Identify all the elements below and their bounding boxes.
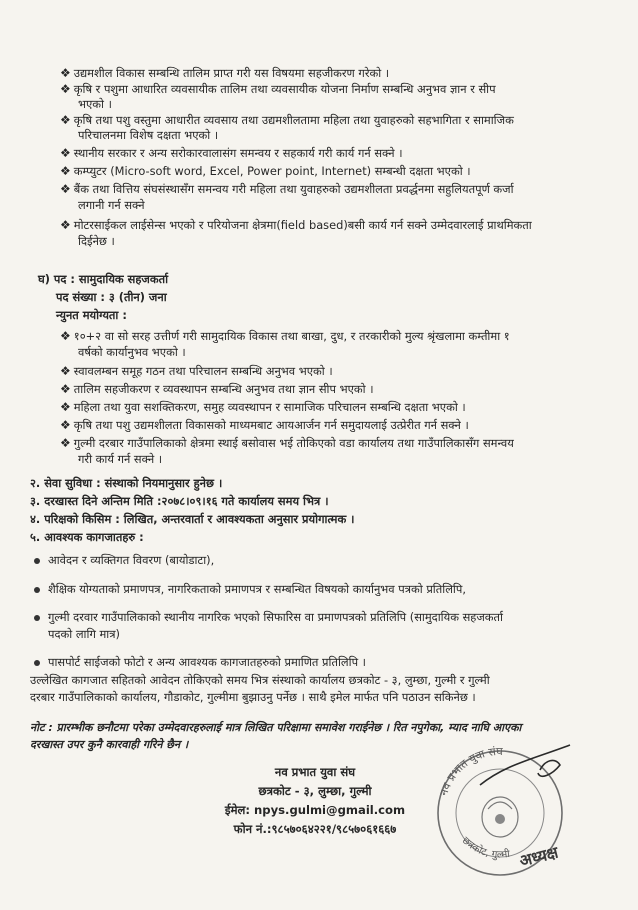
diamond-bullet-icon: ❖	[60, 436, 71, 450]
org-address: छत्रकोट - ३, लुम्छा, गुल्मी	[258, 784, 372, 798]
diamond-bullet-icon: ❖	[60, 164, 71, 178]
stamp-ring-text-bottom: छत्रकोट, गुल्मी	[459, 835, 511, 861]
post-count: पद संख्या : ३ (तीन) जना	[56, 290, 167, 304]
diamond-bullet-icon: ❖	[60, 382, 71, 396]
bullet-dot-icon	[34, 558, 40, 564]
list-item: ❖ उद्यमशील विकास सम्बन्धि तालिम प्राप्त गरी यस विषयमा सहजीकरण गरेको ।	[60, 66, 390, 80]
list-item-continuation: परिचालनमा विशेष दक्षता भएको ।	[78, 128, 219, 142]
list-item: ❖ कृषि तथा पशु वस्तुमा आधारीत व्यवसाय तथा उद्यमशीलतामा महिला तथा युवाहरुको सहभागिता र सामाजिक	[60, 113, 514, 127]
diamond-bullet-icon: ❖	[60, 82, 71, 96]
diamond-bullet-icon: ❖	[60, 113, 71, 127]
exam-type: ४. परिक्षको किसिम : लिखित, अन्तरवार्ता र आवश्यकता अनुसार प्रयोगात्मक ।	[30, 512, 355, 526]
list-item: शैक्षिक योग्यताको प्रमाणपत्र, नागरिकताको प्रमाणपत्र र सम्बन्धित विषयको कार्यानुभव पत्रको प्रतिलिपि,	[34, 582, 466, 597]
diamond-bullet-icon: ❖	[60, 146, 71, 160]
list-item-continuation: दिईनेछ ।	[78, 234, 115, 248]
note-line: नोट : प्रारम्भीक छनौटमा परेका उम्मेदवारहरुलाई मात्र लिखित परिक्षामा समावेश गराईनेछ । रित नपुगेका, म्याद नाघि आएका	[30, 721, 522, 734]
list-item: ❖ तालिम सहजीकरण र व्यवस्थापन सम्बन्धि अनुभव तथा ज्ञान सीप भएको ।	[60, 382, 374, 396]
bullet-dot-icon	[34, 660, 40, 666]
org-name: नव प्रभात युवा संघ	[274, 765, 356, 779]
list-item: ❖ गुल्मी दरबार गाउँपालिकाको क्षेत्रमा स्थाई बसोवास भई तोकिएको वडा कार्यालय तथा गाउँपालिकासँग समन्वय	[60, 436, 514, 450]
svg-text:छत्रकोट, गुल्मी	[460, 835, 511, 861]
list-item: ❖ कृषि र पशुमा आधारित व्यवसायीक तालिम तथा व्यवसायीक योजना निर्माण सम्बन्धि अनुभव ज्ञान र सीप	[60, 82, 496, 96]
list-item: ❖ मोटरसाईकल लाईसेन्स भएको र परियोजना क्षेत्रमा(field based)बसी कार्य गर्न सक्ने उम्मेदवारलाई प्राथमिकता	[60, 218, 532, 232]
list-item: ❖ बैंक तथा वित्तिय संघसंस्थासँग समन्वय गरी महिला तथा युवाहरुको उद्यमशीलता प्रवर्द्धनमा सहुलियतपूर्ण कर्जा	[60, 182, 514, 196]
list-item: आवेदन र व्यक्तिगत विवरण (बायोडाटा),	[34, 553, 214, 568]
list-item: ❖ १०+२ वा सो सरह उत्तीर्ण गरी सामुदायिक विकास तथा बाखा, दुध, र तरकारीको मुल्य श्रृंखलामा कम्तीमा १	[60, 329, 510, 343]
list-item-continuation: लगानी गर्न सक्ने	[78, 198, 145, 212]
diamond-bullet-icon: ❖	[60, 418, 71, 432]
list-item: ❖ कृषि तथा पशु उद्यमशीलता विकासको माध्यमबाट आयआर्जन गर्न समुदायलाई उत्प्रेरीत गर्न सक्ने ।	[60, 418, 469, 432]
stamp-emblem-icon	[482, 797, 518, 837]
list-item: गुल्मी दरवार गाउँपालिकाको स्थानीय नागरिक भएको सिफारिस वा प्रमाणपत्रको प्रतिलिपि (सामुदायिक सहजकर्ता	[34, 610, 503, 625]
application-deadline: ३. दरखास्त दिने अन्तिम मिति :२०७८।०९।१६ गते कार्यालय समय भित्र ।	[30, 494, 329, 508]
post-heading: घ) पद : सामुदायिक सहजकर्ता	[38, 272, 169, 286]
min-qualification-heading: न्युनत मयोग्यता :	[56, 308, 127, 322]
org-phone: फोन नं.:९८५७०६४२२१/९८५७०६१६६७	[233, 822, 397, 836]
list-item: ❖ स्थानीय सरकार र अन्य सरोकारवालासंग समन्वय र सहकार्य गरी कार्य गर्न सक्ने ।	[60, 146, 403, 160]
submission-line: दरबार गाउँपालिकाको कार्यालय, गौडाकोट, गुल्मीमा बुझाउनु पर्नेछ । साथै इमेल मार्फत पनि पठाउन सकिनेछ ।	[30, 690, 476, 704]
org-email: ईमेल: npys.gulmi@gmail.com	[224, 803, 406, 817]
list-item: ❖ कम्प्युटर (Micro-soft word, Excel, Power point, Internet) सम्बन्धी दक्षता भएको ।	[60, 164, 471, 178]
list-item-continuation: पदको लागि मात्र)	[48, 627, 120, 641]
list-item: ❖ महिला तथा युवा सशक्तिकरण, समुह व्यवस्थापन र सामाजिक परिचालन सम्बन्धि दक्षता भएको ।	[60, 400, 466, 414]
handwritten-designation: अध्यक्ष	[517, 842, 560, 871]
list-item-continuation: वर्षको कार्यानुभव भएको ।	[78, 345, 186, 359]
organization-stamp	[420, 735, 590, 885]
bullet-dot-icon	[34, 587, 40, 593]
list-item: पासपोर्ट साईजको फोटो र अन्य आवश्यक कागजातहरुको प्रमाणित प्रतिलिपि ।	[34, 655, 366, 670]
diamond-bullet-icon: ❖	[60, 218, 71, 232]
list-item: ❖ स्वावलम्बन समूह गठन तथा परिचालन सम्बन्धि अनुभव भएको ।	[60, 364, 333, 378]
diamond-bullet-icon: ❖	[60, 364, 71, 378]
list-item-continuation: गरी कार्य गर्न सक्ने ।	[78, 452, 163, 466]
svg-text:नव प्रभात युवा संघ	[437, 745, 503, 797]
submission-line: उल्लेखित कागजात सहितको आवेदन तोकिएको समय भित्र संस्थाको कार्यालय छत्रकोट - ३, लुम्छा, गुल्मी र गुल्मी	[30, 673, 490, 687]
note-line: दरखास्त उपर कुनै कारवाही गरिने छैन ।	[30, 738, 189, 751]
required-documents-heading: ५. आवश्यक कागजातहरु :	[30, 530, 144, 544]
diamond-bullet-icon: ❖	[60, 400, 71, 414]
diamond-bullet-icon: ❖	[60, 182, 71, 196]
service-facility: २. सेवा सुविधा : संस्थाको नियमानुसार हुनेछ ।	[30, 476, 223, 490]
stamp-ring-text-top: नव प्रभात युवा संघ	[437, 745, 503, 798]
diamond-bullet-icon: ❖	[60, 66, 71, 80]
bullet-dot-icon	[34, 615, 40, 621]
list-item-continuation: भएको ।	[78, 97, 112, 111]
diamond-bullet-icon: ❖	[60, 329, 71, 343]
